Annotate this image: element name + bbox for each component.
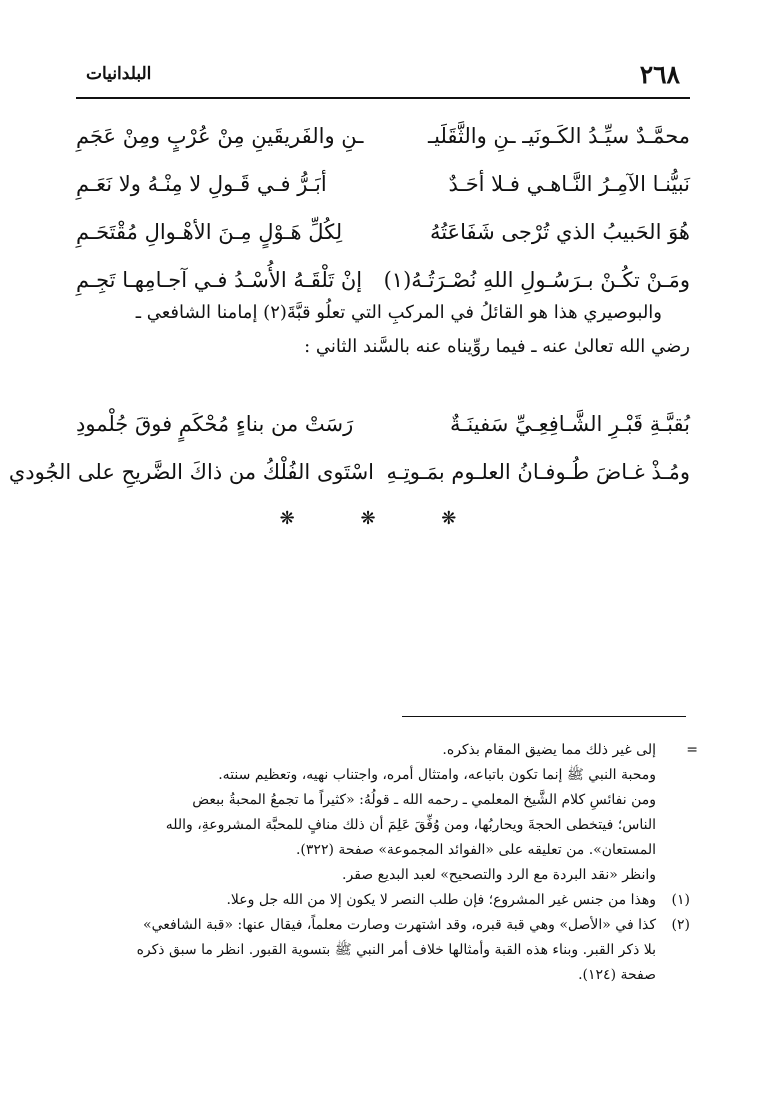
verse-second-hemistich: ـنِ والفَريقَينِ مِنْ عُرْبٍ ومِنْ عَجَمِ <box>76 124 364 148</box>
verse-second-hemistich: أبَـرُّ فـي قَـولِ لا مِنْـهُ ولا نَعَـمِ <box>76 172 327 196</box>
running-title: البلدانيات <box>86 64 152 84</box>
poem-block-2 <box>8 400 690 496</box>
verse-line <box>76 160 690 208</box>
verse-first-hemistich: بُقبَّـةِ قَبْـرِ الشَّـافِعِـيِّ سَفينَـةٌ <box>449 412 690 436</box>
verse-second-hemistich: اسْتَوى الفُلْكُ من ذاكَ الضَّريحِ على الجُودي <box>8 460 374 484</box>
header-rule <box>76 97 690 99</box>
verse-second-hemistich: لِكُلِّ هَـوْلٍ مِـنَ الأهْـوالِ مُقْتَحَـمِ <box>76 220 343 244</box>
page-number: ٢٦٨ <box>639 60 680 89</box>
paragraph-line: والبوصيري هذا هو القائلُ في المركبِ التي تعلُو قبَّةَ(٢) إمامنا الشافعي ـ <box>135 302 662 323</box>
footnote-text: إلى غير ذلك مما يضيق المقام بذكره. <box>442 742 656 758</box>
footnote-continued-line: الناس؛ فيتخطى الحجةَ ويحاربُها، ومن وُفِّقَ عَلِمَ أن ذلك منافٍ للمحبَّة المشروعةِ، والله <box>165 817 656 833</box>
footnote-continued-line <box>76 738 698 763</box>
verse-line <box>76 208 690 256</box>
footnote-rule <box>402 716 686 717</box>
footnote-number: (٢) <box>671 917 690 933</box>
footnote-2-line: صفحة (١٢٤). <box>578 967 656 983</box>
footnote-continued-line: المستعان». من تعليقه على «الفوائد المجموعة» صفحة (٣٢٢). <box>295 842 656 858</box>
verse-line <box>76 112 690 160</box>
poem-block-1 <box>76 112 690 304</box>
footnote-continued-line: وانظر «نقد البردة مع الرد والتصحيح» لعبد البديع صقر. <box>342 867 656 883</box>
footnote-text: وهذا من جنس غير المشروع؛ فإن طلب النصر لا يكون إلا من الله جل وعلا. <box>226 892 656 908</box>
verse-first-hemistich: ومُـذْ غـاضَ طُـوفـانُ العلـوم بمَـوتِـهِ <box>386 460 690 484</box>
page-header <box>76 60 690 94</box>
verse-first-hemistich: محمَّـدٌ سيِّـدُ الكَـونَيـ ـنِ والثَّقَلَيـ <box>427 124 690 148</box>
footnote-2-line: بلا ذكر القبر. وبناء هذه القبة وأمثالها خلاف أمر النبي ﷺ بتسوية القبور. انظر ما سبق ذكره <box>136 942 656 958</box>
footnote-1 <box>76 888 690 913</box>
footnote-2 <box>76 913 690 938</box>
verse-first-hemistich: نَبيُّنـا الآمِـرُ النَّـاهـي فـلا أحَـدٌ <box>448 172 690 196</box>
footnote-text: كذا في «الأصل» وهي قبة قبره، وقد اشتهرت وصارت معلماً، فيقال عنها: «قبة الشافعي» <box>143 917 656 933</box>
footnotes <box>76 738 698 988</box>
verse-second-hemistich: إنْ تَلْقَـهُ الأُسْـدُ فـي آجـامِهـا تَجِـمِ <box>76 268 363 292</box>
footnote-continued-line: ومحبة النبي ﷺ إنما تكون باتباعه، وامتثال أمره، واجتناب نهيه، وتعظيم سنته. <box>218 767 656 783</box>
verse-first-hemistich: ومَـنْ تكُـنْ بـرَسُـولِ اللهِ نُصْـرَتُـهُ(١) <box>383 268 690 292</box>
footnote-continued-line: ومن نفائسِ كلام الشَّيخ المعلمي ـ رحمه الله ـ قولُهُ: «كثيراً ما تجمعُ المحبةُ ببعض <box>192 792 656 808</box>
verse-first-hemistich: هُوَ الحَبيبُ الذي تُرْجى شَفَاعَتُهُ <box>429 220 690 244</box>
paragraph-line: رضي الله تعالىٰ عنه ـ فيما روِّيناه عنه بالسَّند الثاني : <box>304 336 690 357</box>
section-separator: ❋ ❋ ❋ <box>279 508 487 529</box>
verse-line <box>8 448 690 496</box>
footnote-number: (١) <box>671 892 690 908</box>
verse-second-hemistich: رَسَتْ من بناءٍ مُحْكَمٍ فوقَ جُلْمودِ <box>76 412 354 436</box>
body-paragraph <box>76 296 690 364</box>
verse-line <box>76 400 690 448</box>
continuation-marker: = <box>686 742 698 758</box>
